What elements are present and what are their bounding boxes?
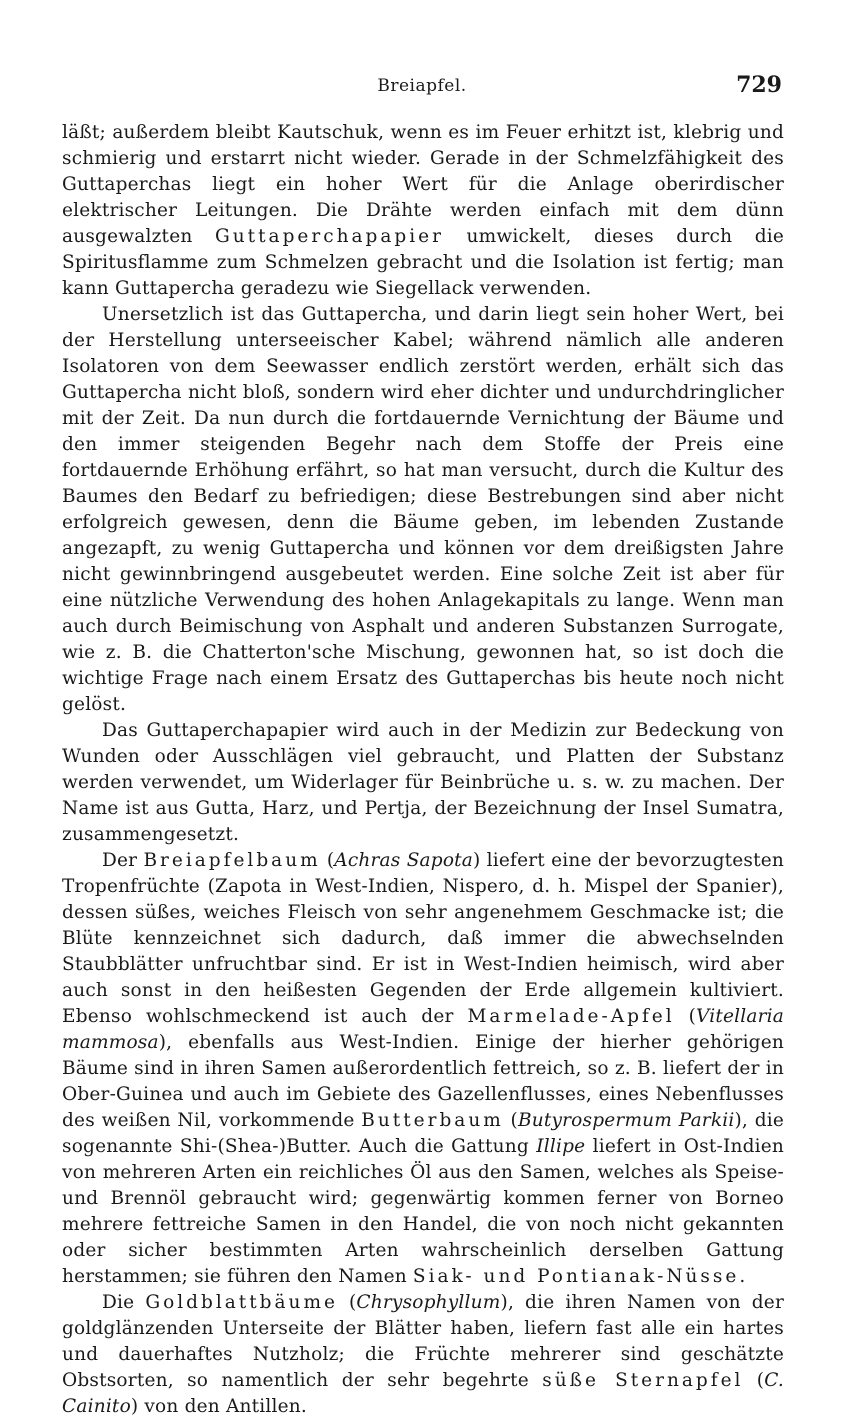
page-number: 729 [736, 72, 782, 98]
text-run: Der [102, 850, 144, 871]
latin-name: Chrysophyllum [356, 1292, 501, 1313]
latin-name: Achras Sapota [334, 850, 474, 871]
text-run: Unersetzlich ist das Guttapercha, und darin liegt sein hoher Wert, bei der Herstellung unterseeischer Kabel; während nämlich alle anderen Isolatoren von dem Seewasser endlich zerstört werden, erhält sich das Guttapercha nicht bloß, sondern wird eher dichter und undurchdringlicher mit der Zeit. Da nun durch die fortdauernde Vernichtung der Bäume und den immer steigenden Begehr nach dem Stoffe der Preis eine fortdauernde Erhöhung erfährt, so hat man versucht, durch die Kultur des Baumes den Bedarf zu befriedigen; diese Bestrebungen sind aber nicht erfolgreich gewesen, denn die Bäume geben, im lebenden Zustande angezapft, zu wenig Guttapercha und können vor dem dreißigsten Jahre nicht gewinnbringend ausgebeutet werden. Eine solche Zeit ist aber für eine nützliche Verwendung des hohen Anlagekapitals zu lange. Wenn man auch durch Beimischung von Asphalt und anderen Substanzen Surrogate, wie z. B. die Chatterton'sche Mischung, gewonnen hat, so ist doch die wichtige Frage nach einem Ersatz des Guttaperchas bis heute noch nicht gelöst. [62, 304, 784, 715]
latin-name: Vitellaria mammosa [62, 1006, 785, 1053]
latin-name: Illipe [536, 1136, 586, 1157]
emphasized-term: Siak- und Pontianak-Nüsse [412, 1266, 740, 1287]
paragraph [62, 718, 784, 848]
paragraph [62, 848, 784, 1290]
running-title: Breiapfel. [377, 76, 467, 96]
emphasized-term: Goldblattbäume [145, 1292, 338, 1313]
emphasized-term: Butterbaum [361, 1110, 504, 1131]
emphasized-term: Marmelade-Apfel [467, 1006, 675, 1027]
text-run: Die [102, 1292, 146, 1313]
text-run: ) von den Antillen. [130, 1396, 307, 1417]
text-run: . [739, 1266, 746, 1287]
text-run: ), die sogenannte Shi-(Shea-)Butter. Auch die Gattung [62, 1110, 785, 1157]
body-text [62, 120, 784, 1420]
text-run: ( [503, 1110, 518, 1131]
latin-name: Butyrospermum Parkii [517, 1110, 735, 1131]
text-run: ) liefert eine der bevorzugtesten Tropenfrüchte (Zapota in West-Indien, Nispero, d. h. Mispel der Spanier), dessen süßes, weiches Fleisch von sehr angenehmem Geschmacke ist; die Blüte kennzeichnet sich dadurch, daß immer die abwechselnden Staubblätter unfruchtbar sind. Er ist in West-Indien heimisch, wird aber auch sonst in den heißesten Gegenden der Erde allgemein kultiviert. Ebenso wohlschmeckend ist auch der [62, 850, 784, 1027]
page-header [62, 70, 782, 104]
text-run: umwickelt, dieses durch die Spiritusflamme zum Schmelzen gebracht und die Isolation ist fertig; man kann Guttapercha geradezu wie Siegellack verwenden. [62, 226, 785, 299]
text-run: ), ebenfalls aus West-Indien. Einige der hierher gehörigen Bäume sind in ihren Samen außerordentlich fettreich, so z. B. liefert der in Ober-Guinea und auch im Gebiete des Gazellenflusses, eines Nebenflusses des weißen Nil, vorkommende [62, 1032, 784, 1131]
text-run: ( [674, 1006, 697, 1027]
emphasized-term: Breiapfelbaum [143, 850, 321, 871]
text-run: läßt; außerdem bleibt Kautschuk, wenn es im Feuer erhitzt ist, klebrig und schmierig und erstarrt nicht wieder. Gerade in der Schmelzfähigkeit des Guttaperchas liegt ein hoher Wert für die Anlage oberirdischer elektrischer Leitungen. Die Drähte werden einfach mit dem dünn ausgewalzten [62, 122, 784, 247]
text-run: liefert in Ost-Indien von mehreren Arten ein reichliches Öl aus den Samen, welches als Speise- und Brennöl gebraucht wird; gegenwärtig kommen ferner von Borneo mehrere fettreiche Samen in den Handel, die von noch nicht gekannten oder sicher bestimmten Arten wahrscheinlich derselben Gattung herstammen; sie führen den Namen [62, 1136, 784, 1287]
text-run: ( [743, 1370, 765, 1391]
latin-name: C. Cainito [62, 1370, 785, 1417]
emphasized-term: Guttaperchapapier [214, 226, 444, 247]
text-run: ( [320, 850, 335, 871]
paragraph [62, 302, 784, 718]
text-run: Das Guttaperchapapier wird auch in der Medizin zur Bedeckung von Wunden oder Ausschlägen viel gebraucht, und Platten der Substanz werden verwendet, um Widerlager für Beinbrüche u. s. w. zu machen. Der Name ist aus Gutta, Harz, und Pertja, der Bezeichnung der Insel Sumatra, zusammengesetzt. [62, 720, 784, 845]
paragraph [62, 120, 784, 302]
emphasized-term: süße Sternapfel [542, 1370, 744, 1391]
text-run: ), die ihren Namen von der goldglänzenden Unterseite der Blätter haben, liefern fast alle ein hartes und dauerhaftes Nutzholz; die Früchte mehrerer sind geschätzte Obstsorten, so namentlich der sehr begehrte [62, 1292, 784, 1391]
text-run: ( [337, 1292, 357, 1313]
paragraph [62, 1290, 784, 1420]
